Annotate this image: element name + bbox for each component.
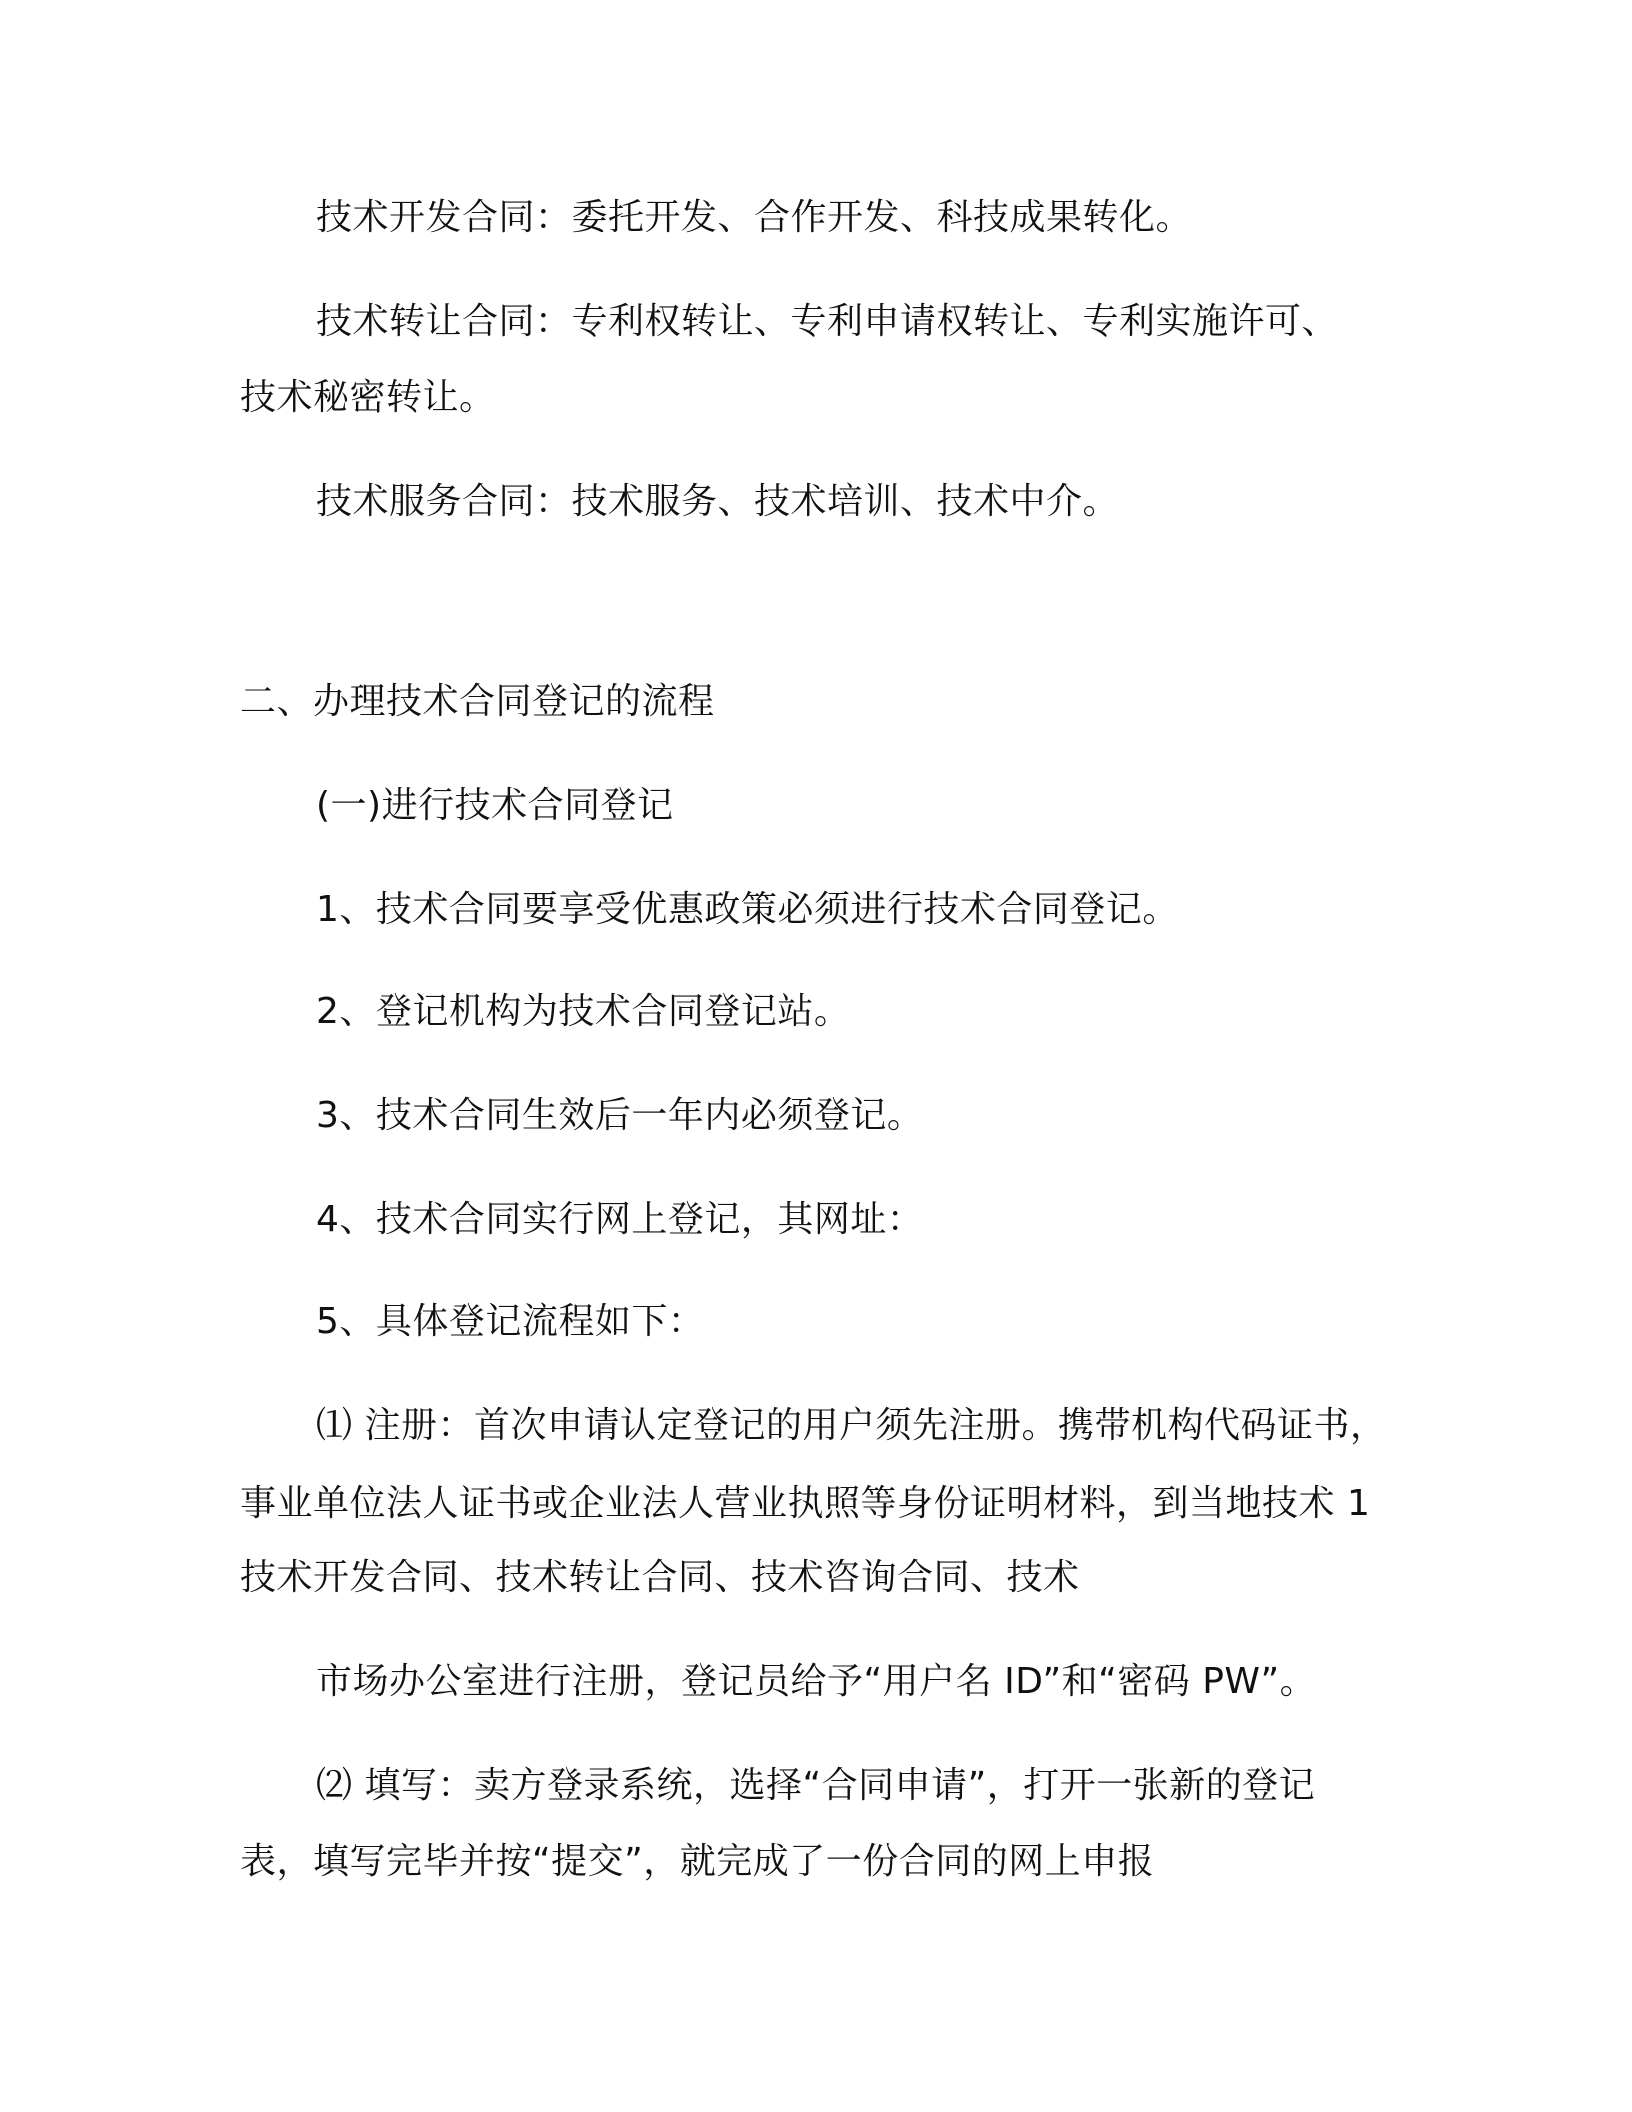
subsection-heading: (一)进行技术合同登记 [316,785,674,826]
list-item: 1、技术合同要享受优惠政策必须进行技术合同登记。 [316,889,1179,930]
section-heading: 二、办理技术合同登记的流程 [240,681,715,722]
list-item: 3、技术合同生效后一年内必须登记。 [316,1095,924,1136]
text-line: 技术开发合同：委托开发、合作开发、科技成果转化。 [316,197,1193,238]
list-item: 5、具体登记流程如下： [316,1301,705,1342]
text-line: 市场办公室进行注册，登记员给予“用户名 ID”和“密码 PW”。 [316,1661,1317,1702]
text-line: 技术转让合同：专利权转让、专利申请权转让、专利实施许可、 [316,301,1339,342]
text-line: 事业单位法人证书或企业法人营业执照等身份证明材料，到当地技术 1 [240,1483,1371,1524]
list-item: 2、登记机构为技术合同登记站。 [316,991,851,1032]
text-line: 技术服务合同：技术服务、技术培训、技术中介。 [316,481,1120,522]
text-line: 表，填写完毕并按“提交”，就完成了一份合同的网上申报 [240,1841,1155,1882]
text-line: ⑵ 填写：卖方登录系统，选择“合同申请”，打开一张新的登记 [316,1765,1316,1806]
list-item: 4、技术合同实行网上登记，其网址： [316,1199,924,1240]
text-line: 技术开发合同、技术转让合同、技术咨询合同、技术 [240,1557,1080,1598]
text-line: ⑴ 注册：首次申请认定登记的用户须先注册。携带机构代码证书， [316,1405,1387,1446]
text-line: 技术秘密转让。 [240,377,496,418]
